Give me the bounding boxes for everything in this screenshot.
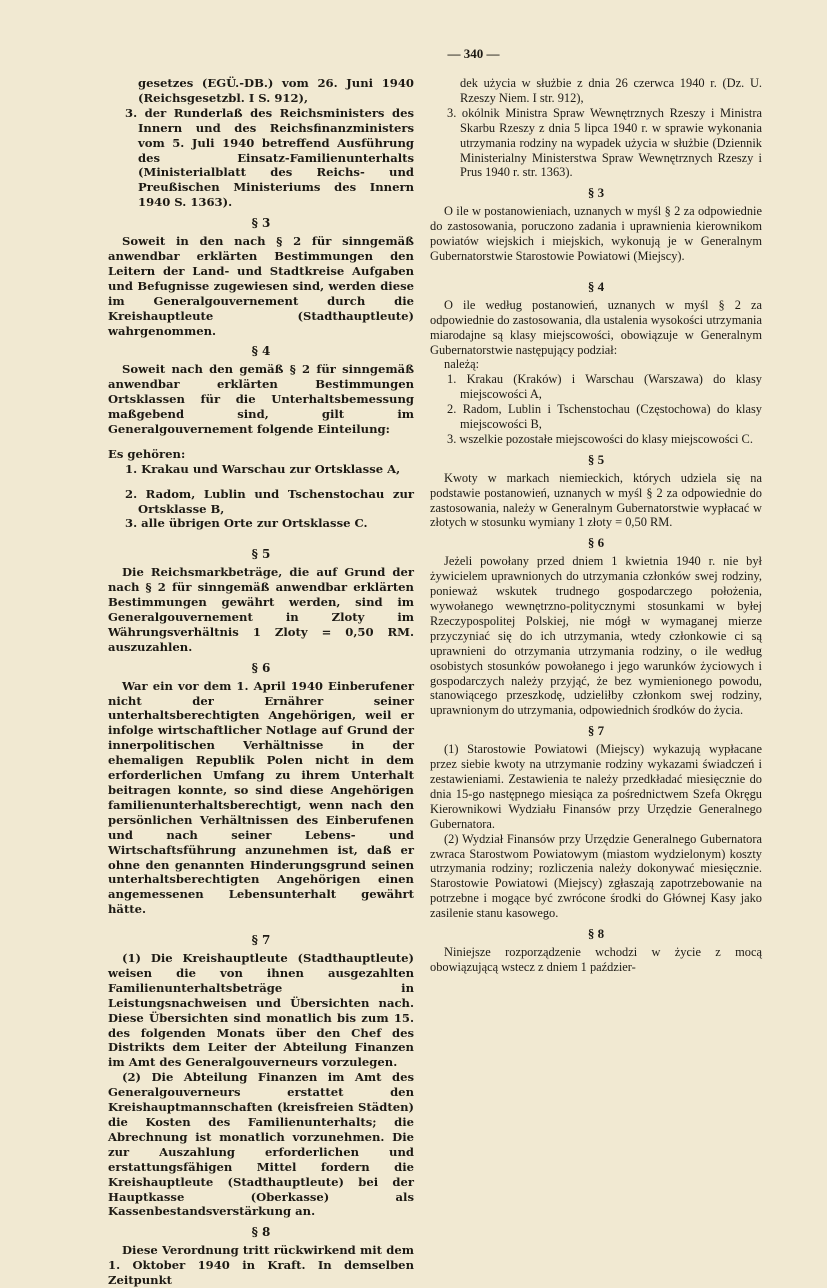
polish-section-4-item-3: 3. wszelkie pozostałe miejscowości do klasy miejscowości C.: [447, 431, 753, 446]
german-section-7-heading: § 7: [251, 933, 271, 948]
polish-section-3-heading: § 3: [587, 185, 605, 201]
polish-section-5-heading: § 5: [587, 451, 605, 467]
german-section-3-text: Soweit in den nach § 2 für sinngemäß anwendbar erklärten Bestimmungen den Leitern der Land- und Stadtkreise Aufgaben und Befugnisse zugewiesen sind, werden diese im Generalgouvernement durch die Kreishauptleute (Stadthauptleute) wahrgenommen.: [108, 234, 414, 338]
german-section-8-text: Diese Verordnung tritt rückwirkend mit dem 1. Oktober 1940 in Kraft. In demselben Zeitpunkt: [108, 1243, 414, 1288]
german-section-4-text: Soweit nach den gemäß § 2 für sinngemäß anwendbar erklärten Bestimmungen Ortsklassen für die Unterhaltsbemessung maßgebend sind, gilt im Generalgouvernement folgende Einteilung:: [108, 362, 414, 436]
german-section-4-item-1: 1. Krakau und Warschau zur Ortsklasse A,: [125, 461, 401, 476]
polish-section-5-text: Kwoty w markach niemieckich, których udziela się na podstawie postanowień, uznanych w myśl § 2 za odpowiednie do zastosowania, należy w Generalnym Gubernatorstwie wypłacać w złotych w stosunku wymiany 1 złoty = 0,50 RM.: [430, 470, 762, 530]
polish-section-8-text: Niniejsze rozporządzenie wchodzi w życie z mocą obowiązującą wstecz z dniem 1 paździer-: [430, 944, 762, 974]
page-number: — 340 —: [447, 46, 500, 61]
polish-section-8-heading: § 8: [587, 926, 605, 942]
german-section-4-belong: Es gehören:: [108, 446, 186, 461]
german-section-4-item-3: 3. alle übrigen Orte zur Ortsklasse C.: [125, 516, 368, 531]
german-section-3-heading: § 3: [251, 216, 271, 231]
polish-intro-text: dek użycia w służbie z dnia 26 czerwca 1940 r. (Dz. U. Rzeszy Niem. I str. 912),: [460, 76, 762, 105]
german-list-item-3: 3. der Runderlaß des Reichsministers des Innern und des Reichsfinanzministers vom 5. Juli 1940 betreffend Ausführung des Einsatz-Familienunterhalts (Ministerialblatt des Reichs- und Preußischen Ministeriums des Innern 1940 S. 1363).: [125, 105, 414, 210]
polish-section-3-text: O ile w postanowieniach, uznanych w myśl § 2 za odpowiednie do zastosowania, poruczono zadania i uprawnienia kierownikom powiatów wiejskich i miejskich, wykonują je w Generalnym Gubernatorstwie Starostowie Powiatowi (Miejscy).: [430, 204, 762, 263]
polish-section-4-item-2: 2. Radom, Lublin i Tschenstochau (Częstochowa) do klasy miejscowości B,: [447, 402, 762, 432]
german-intro-text: gesetzes (EGÜ.-DB.) vom 26. Juni 1940 (Reichsgesetzbl. I S. 912),: [138, 76, 414, 105]
german-section-6-text: War ein vor dem 1. April 1940 Einberufener nicht der Ernährer seiner unterhaltsberechtigten Angehörigen, weil er infolge wirtschaftlicher Notlage auf Grund der innerpolitischen Verhältnisse in der ehemaligen Republik Polen nicht in dem erforderlichen Umfang zu ihrem Unterhalt beitragen konnte, so sind diese Angehörigen familienunterhaltsberechtigt, wenn nach den persönlichen Verhältnissen des Einberufenen und nach seiner Lebens- und Wirtschaftsführung anzunehmen ist, daß er ohne den genannten Hinderungsgrund seinen unterhaltsberechtigten Angehörigen einen angemessenen Lebensunterhalt gewährt hätte.: [108, 678, 414, 917]
polish-column: [430, 76, 762, 975]
german-section-7-paragraph-1: (1) Die Kreishauptleute (Stadthauptleute) weisen die von ihnen ausgezahlten Familienunterhaltsbeträge in Leistungsnachweisen und Übersichten nach. Diese Übersichten sind monatlich bis zum 15. des folgenden Monats über den Chef des Distrikts dem Leiter der Abteilung Finanzen im Amt des Generalgouverneurs vorzulegen.: [108, 951, 414, 1070]
german-section-5-heading: § 5: [251, 547, 271, 562]
polish-section-7-paragraph-2: (2) Wydział Finansów przy Urzędzie Generalnego Gubernatora zwraca Starostwom Powiatowym (miastom wydzielonym) koszty utrzymania rodziny; rozliczenia należy dokonywać miesięcznie. Starostowie Powiatowi (Miejscy) zgłaszają zapotrzebowanie na potrzebne i mogące być zwrócone środki do Głównej Kasy jako zasilenie stanu kasowego.: [430, 831, 762, 921]
polish-section-7-paragraph-1: (1) Starostowie Powiatowi (Miejscy) wykazują wypłacane przez siebie kwoty na utrzymanie rodziny wykazami świadczeń i zestawieniami. Zestawienia te należy przedkładać miesięcznie do dnia 15-go następnego miesiąca za pośrednictwem Szefa Okręgu Kierownikowi Wydziału Finansów przy Urzędzie Generalnego Gubernatora.: [430, 742, 762, 831]
polish-section-6-heading: § 6: [587, 535, 605, 551]
polish-list-item-3: 3. okólnik Ministra Spraw Wewnętrznych Rzeszy i Ministra Skarbu Rzeszy z dnia 5 lipca 1940 r. w sprawie wykonania utrzymania rodziny na wypadek użycia w służbie (Dziennik Ministerialny Ministerstwa Spraw Wewnętrznych Rzeszy i Prus 1940 r. str. 1363).: [447, 105, 762, 180]
german-column: [108, 76, 414, 1288]
polish-section-4-heading: § 4: [587, 278, 605, 294]
polish-section-4-belong: należą:: [444, 357, 480, 372]
polish-section-7-heading: § 7: [587, 723, 605, 739]
german-section-5-text: Die Reichsmarkbeträge, die auf Grund der nach § 2 für sinngemäß anwendbar erklärten Bestimmungen gewährt werden, sind im Generalgouvernement in Zloty im Währungsverhältnis 1 Zloty = 0,50 RM. auszuzahlen.: [108, 565, 414, 654]
polish-section-6-text: Jeżeli powołany przed dniem 1 kwietnia 1940 r. nie był żywicielem uprawnionych do utrzymania członków swej rodziny, ponieważ wskutek trudnego gospodarczego położenia, wywołanego wewnętrzno-politycznymi stosunkami w byłej Rzeczypospolitej Polskiej, nie mógł w wymaganej mierze przyczyniać się do ich utrzymania, wtedy członkowie ci są uprawnieni do otrzymania utrzymania rodziny, o ile według osobistych stosunków powołanego i jego warunków życiowych i gospodarczych należy przyjąć, że bez wymienionego powodu, stanowiącego przeszkodę, udzieliłby członkom swej rodziny, uprawnionym do utrzymania, odpowiednich środków do życia.: [430, 554, 762, 718]
german-section-6-heading: § 6: [251, 660, 271, 675]
polish-section-4-item-1: 1. Krakau (Kraków) i Warschau (Warszawa) do klasy miejscowości A,: [447, 372, 762, 402]
german-section-7-paragraph-2: (2) Die Abteilung Finanzen im Amt des Generalgouverneurs erstattet den Kreishauptmannschaften (kreisfreien Städten) die Kosten des Familienunterhalts; die Abrechnung ist monatlich vorzunehmen. Die zur Auszahlung erforderlichen und erstattungsfähigen Mittel fordern die Kreishauptleute (Stadthauptleute) bei der Hauptkasse (Oberkasse) als Kassenbestandsverstärkung an.: [108, 1070, 414, 1219]
german-section-4-heading: § 4: [251, 344, 271, 359]
german-section-8-heading: § 8: [251, 1225, 271, 1240]
polish-section-4-text: O ile według postanowień, uznanych w myśl § 2 za odpowiednie do zastosowania, dla ustalenia wysokości utrzymania miarodajne są klasy miejscowości, obowiązuje w Generalnym Gubernatorstwie następujący podział:: [430, 297, 762, 357]
german-section-4-item-2: 2. Radom, Lublin und Tschenstochau zur Ortsklasse B,: [125, 486, 414, 516]
